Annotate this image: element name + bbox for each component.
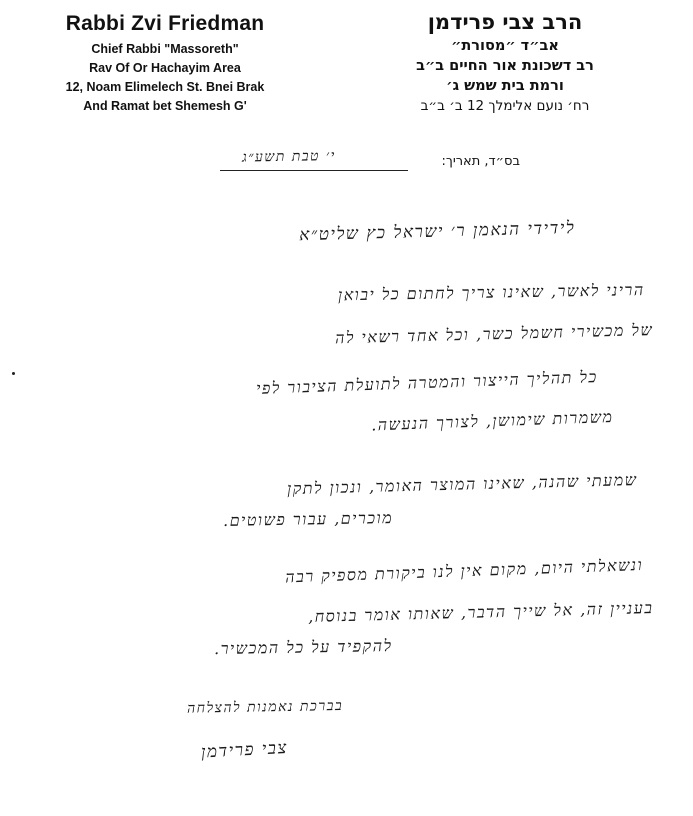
- letter-line: שמעתי שהנה, שאינו המוצר האומר, ונכון לתקן: [286, 470, 638, 499]
- letterhead-address-english: 12, Noam Elimelech St. Bnei Brak: [65, 80, 265, 94]
- letter-line: בעניין זה, אל שייך הדבר, שאותו אומר בנוסח,: [307, 598, 654, 627]
- letterhead-address-hebrew: רח׳ נועם אלימלך 12 ב׳ ב״ב: [420, 98, 590, 114]
- letterhead-title-english: Chief Rabbi "Massoreth": [91, 42, 239, 56]
- letter-line: מוכרים, עבור פשוטים.: [222, 508, 394, 530]
- letterhead-hebrew: [355, 10, 655, 116]
- letterhead-title-hebrew: אב״ד ״מסורת״: [451, 38, 559, 54]
- letterhead-english: [40, 12, 290, 116]
- letter-greeting: לידידי הנאמן ר׳ ישראל כץ שליט״א: [298, 218, 576, 246]
- letterhead-rav-hebrew: רב דשכונת אור החיים ב״ב: [416, 58, 594, 74]
- date-label: בס״ד, תאריך:: [441, 154, 520, 169]
- rabbi-name-english: Rabbi Zvi Friedman: [65, 12, 265, 35]
- letter-line: להקפיד על כל המכשיר.: [214, 636, 394, 659]
- letter-line: ונשאלתי היום, מקום אין לנו ביקורת מספיק רבה: [284, 555, 644, 587]
- letterhead-city-english: And Ramat bet Shemesh G': [83, 99, 247, 113]
- letter-line: הריני לאשר, שאינו צריך לחתום כל יבואן: [338, 280, 646, 305]
- letter-line: כל תהליך הייצור והמטרה לתועלת הציבור לפי: [256, 367, 599, 398]
- letterhead-rav-english: Rav Of Or Hachayim Area: [89, 61, 241, 75]
- date-underline: [220, 170, 408, 171]
- scan-speck: [12, 372, 15, 375]
- rabbi-name-hebrew: הרב צבי פרידמן: [427, 10, 583, 34]
- date-row: [220, 140, 520, 176]
- signature: צבי פרידמן: [200, 738, 289, 763]
- letter-line: משמרות שימושן, לצורך הנעשה.: [370, 407, 614, 435]
- letter-line: של מכשירי חשמל כשר, וכל אחד רשאי לה: [334, 320, 654, 348]
- date-value: י׳ טבת תשע״ג: [241, 148, 336, 166]
- letterhead-city-hebrew: ורמת בית שמש ג׳: [446, 78, 564, 94]
- letter-closing: בברכת נאמנות להצלחה: [186, 698, 344, 717]
